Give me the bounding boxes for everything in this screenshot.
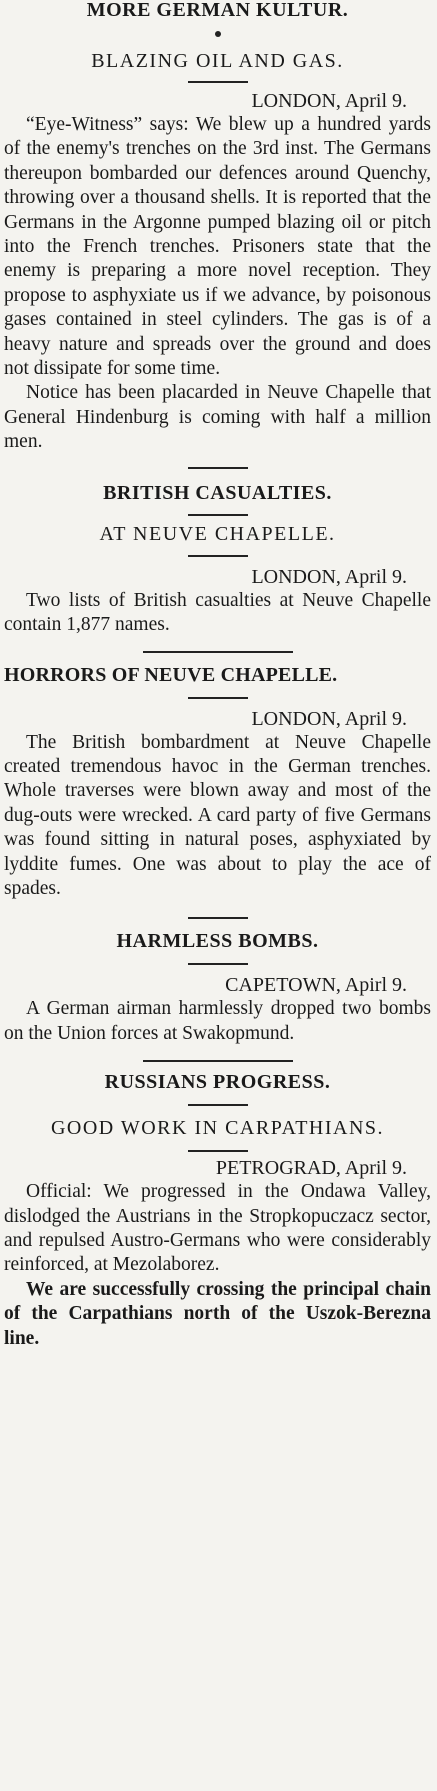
article-horrors-of-neuve-chapelle xyxy=(4,663,431,902)
dateline: CAPETOWN, Apirl 9. xyxy=(225,974,407,997)
article-paragraph: “Eye-Witness” says: We blew up a hundred yards of the enemy's trenches on the 3rd inst. The Germans thereupon bombarded our defences around Quenchy, throwing over a thousand shells. It is reported that the Germans in the Argonne pumped blazing oil or pitch into the French trenches. Prisoners state that the enemy is preparing a more novel reception. They propose to asphyxiate us if we advance, by poisonous gases contained in steel cylinders. The gas is of a heavy nature and spreads over the ground and does not dissipate for some time. xyxy=(4,114,431,380)
article-russians-progress xyxy=(4,1070,431,1351)
separator-rule xyxy=(188,555,248,557)
separator-rule-long xyxy=(143,651,293,653)
article-paragraph: The British bombardment at Neuve Chapelle created tremendous havoc in the German trenches. Whole traverses were blown away and most of the dug-outs were wrecked. A card party of five Germans was found sitting in natural poses, asphyxiated by lyddite fumes. One was about to play the ace of spades. xyxy=(4,731,431,899)
article-paragraph: A German airman harmlessly dropped two bombs on the Union forces at Swakopmund. xyxy=(4,998,431,1044)
article-more-german-kultur xyxy=(4,0,431,455)
article-heading: HORRORS OF NEUVE CHAPELLE. xyxy=(4,663,338,686)
article-heading: BRITISH CASUALTIES. xyxy=(103,481,332,504)
dateline: LONDON, April 9. xyxy=(251,90,407,112)
dateline: LONDON, April 9. xyxy=(251,565,407,588)
dateline: LONDON, April 9. xyxy=(251,707,407,730)
separator-rule xyxy=(188,81,248,83)
article-british-casualties xyxy=(4,481,431,638)
separator-rule xyxy=(188,963,248,965)
dateline: PETROGRAD, April 9. xyxy=(215,1157,407,1180)
separator-rule xyxy=(188,514,248,516)
separator-rule-long xyxy=(143,1060,293,1062)
article-heading: MORE GERMAN KULTUR. xyxy=(86,0,349,21)
article-heading: RUSSIANS PROGRESS. xyxy=(104,1071,331,1094)
separator-rule xyxy=(188,697,248,699)
article-subheading: AT NEUVE CHAPELLE. xyxy=(99,522,336,545)
article-subheading: GOOD WORK IN CARPATHIANS. xyxy=(50,1117,385,1140)
separator-dot xyxy=(215,31,221,37)
separator-rule xyxy=(188,467,248,469)
separator-rule xyxy=(188,917,248,919)
article-harmless-bombs xyxy=(4,929,431,1046)
separator-rule xyxy=(188,1150,248,1152)
article-paragraph: Two lists of British casualties at Neuve Chapelle contain 1,877 names. xyxy=(4,589,431,636)
article-paragraph: We are successfully crossing the principal chain of the Carpathians north of the Uszok-Berezna line. xyxy=(4,1278,431,1349)
article-heading: HARMLESS BOMBS. xyxy=(116,930,319,953)
article-paragraph: Official: We progressed in the Ondawa Valley, dislodged the Austrians in the Stropkopuczacz sector, and repulsed Austro-Germans who were considerably reinforced, at Mezolaborez. xyxy=(4,1181,431,1276)
article-subheading: BLAZING OIL AND GAS. xyxy=(91,50,344,72)
article-paragraph: Notice has been placarded in Neuve Chapelle that General Hindenburg is coming with half a million men. xyxy=(4,382,431,453)
separator-rule xyxy=(188,1104,248,1106)
